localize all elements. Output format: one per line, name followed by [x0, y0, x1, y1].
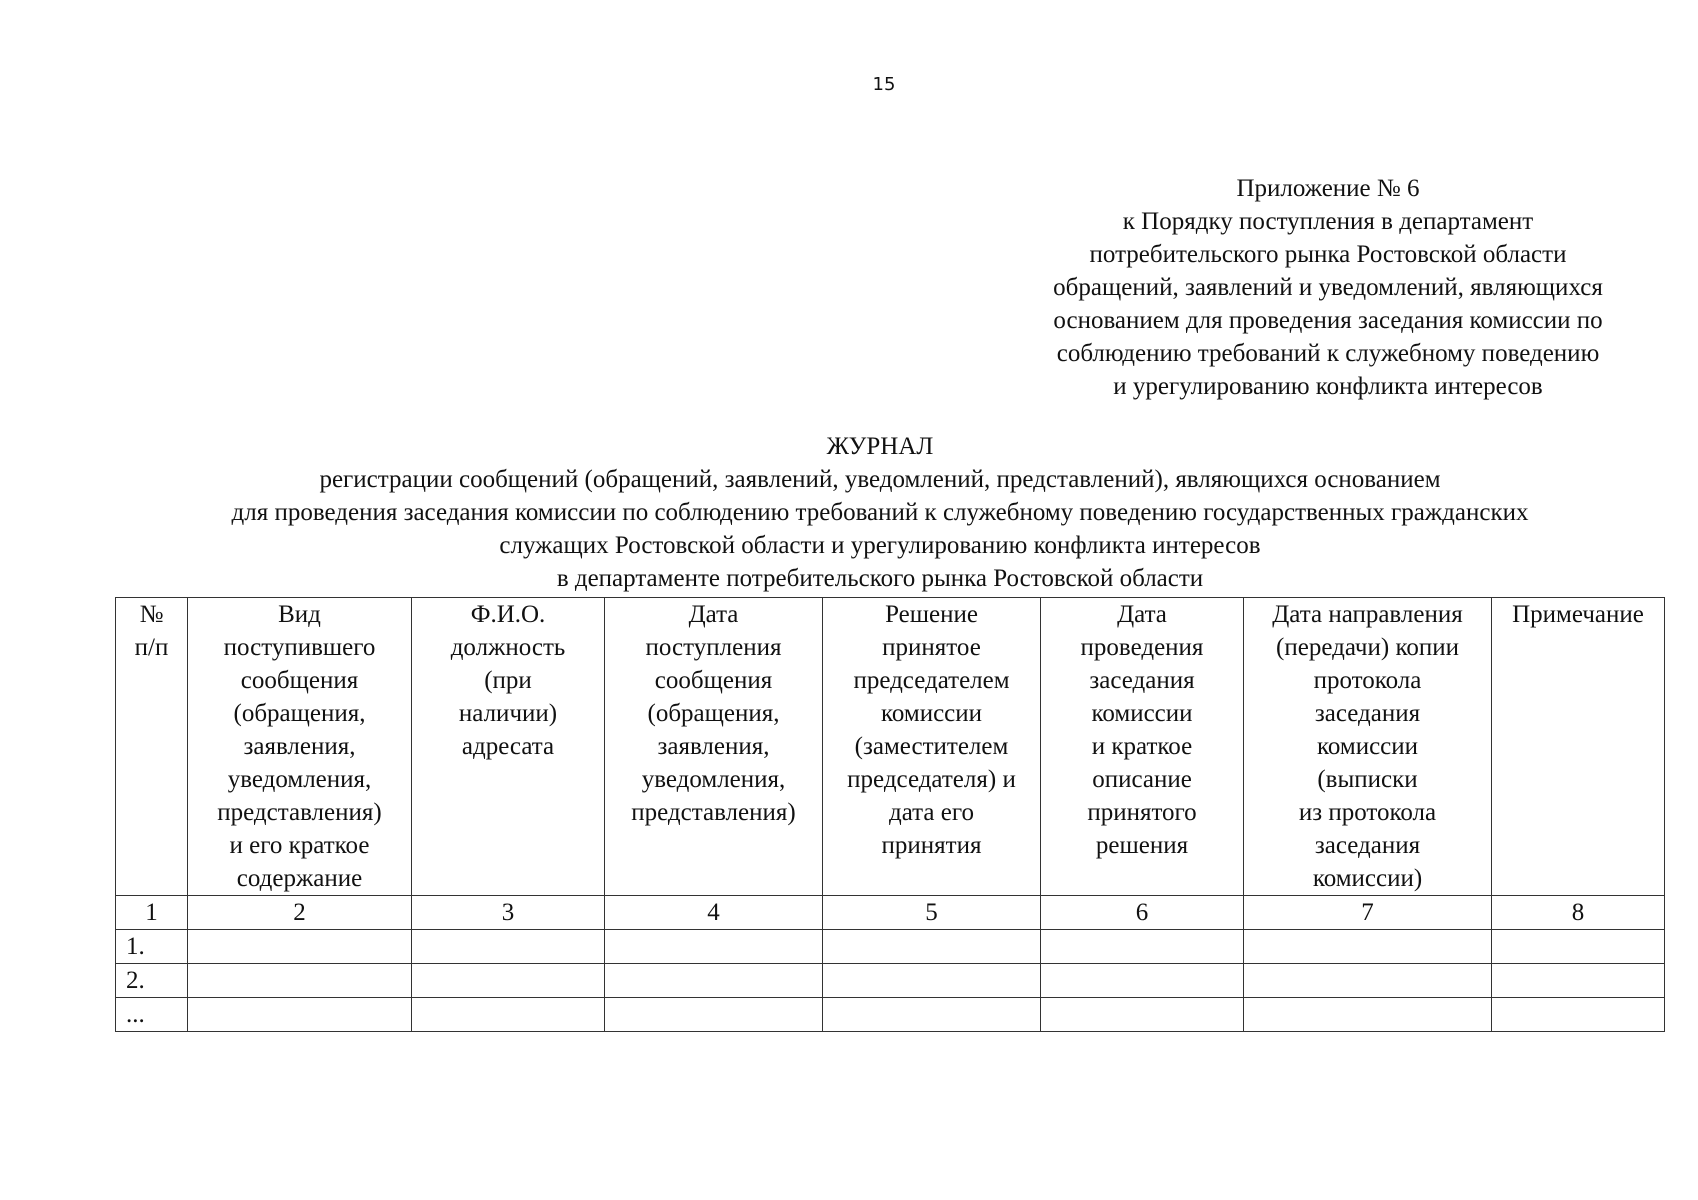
column-number: 6: [1041, 896, 1244, 930]
header-cell-addressee: Ф.И.О. должность (при наличии) адресата: [412, 598, 605, 896]
table-cell: [605, 930, 823, 964]
table-cell: ...: [116, 998, 188, 1032]
header-cell-decision: Решение принятое председателем комиссии (заместителем председателя) и дата его принятия: [823, 598, 1041, 896]
journal-subtitle-line: для проведения заседания комиссии по соблюдению требований к служебному поведению государственных гражданских: [231, 499, 1529, 526]
journal-subtitle-line: регистрации сообщений (обращений, заявлений, уведомлений, представлений), являющихся основанием: [319, 466, 1441, 493]
page-number: 15: [872, 74, 896, 95]
table-cell: [1041, 964, 1244, 998]
appendix-line: и урегулированию конфликта интересов: [1113, 373, 1543, 400]
table-cell: [1041, 930, 1244, 964]
table-cell: [823, 998, 1041, 1032]
column-number: 2: [188, 896, 412, 930]
column-number: 8: [1492, 896, 1665, 930]
table-cell: [605, 998, 823, 1032]
table-cell: [412, 964, 605, 998]
table-cell: [823, 930, 1041, 964]
table-cell: [1492, 998, 1665, 1032]
table-cell: [605, 964, 823, 998]
appendix-line: основанием для проведения заседания комиссии по: [1053, 307, 1603, 334]
table-cell: 1.: [116, 930, 188, 964]
appendix-line: соблюдению требований к служебному поведению: [1056, 340, 1600, 367]
journal-heading: [115, 430, 1645, 595]
appendix-line: потребительского рынка Ростовской области: [1089, 241, 1567, 268]
table-cell: [1244, 964, 1492, 998]
table-cell: [1492, 930, 1665, 964]
header-cell-note: Примечание: [1492, 598, 1665, 896]
column-number-row: [116, 896, 1665, 930]
table-cell: [1244, 930, 1492, 964]
journal-subtitle-line: служащих Ростовской области и урегулированию конфликта интересов: [499, 532, 1261, 559]
column-number: 5: [823, 896, 1041, 930]
header-cell-protocol-date: Дата направления (передачи) копии протокола заседания комиссии (выписки из протокола заседания комиссии): [1244, 598, 1492, 896]
column-number: 1: [116, 896, 188, 930]
column-number: 4: [605, 896, 823, 930]
table-cell: [1492, 964, 1665, 998]
table-cell: [188, 964, 412, 998]
table-row: [116, 930, 1665, 964]
appendix-block: [988, 172, 1668, 403]
journal-title: ЖУРНАЛ: [826, 433, 934, 460]
table-cell: [188, 998, 412, 1032]
table-cell: [188, 930, 412, 964]
header-cell-meeting-date: Дата проведения заседания комиссии и краткое описание принятого решения: [1041, 598, 1244, 896]
table-row: [116, 998, 1665, 1032]
table-cell: [823, 964, 1041, 998]
table-cell: [1244, 998, 1492, 1032]
table-cell: 2.: [116, 964, 188, 998]
appendix-line: к Порядку поступления в департамент: [1122, 208, 1534, 235]
header-cell-number: № п/п: [116, 598, 188, 896]
table-header-row: [116, 598, 1665, 896]
journal-subtitle-line: в департаменте потребительского рынка Ростовской области: [556, 565, 1204, 592]
header-cell-message-type: Вид поступившего сообщения (обращения, заявления, уведомления, представления) и его краткое содержание: [188, 598, 412, 896]
appendix-line: обращений, заявлений и уведомлений, являющихся: [1053, 274, 1603, 301]
header-cell-receipt-date: Дата поступления сообщения (обращения, заявления, уведомления, представления): [605, 598, 823, 896]
register-table: [115, 597, 1665, 1032]
appendix-line: Приложение № 6: [1236, 175, 1420, 202]
table-cell: [1041, 998, 1244, 1032]
table-cell: [412, 998, 605, 1032]
table-cell: [412, 930, 605, 964]
column-number: 3: [412, 896, 605, 930]
column-number: 7: [1244, 896, 1492, 930]
table-row: [116, 964, 1665, 998]
